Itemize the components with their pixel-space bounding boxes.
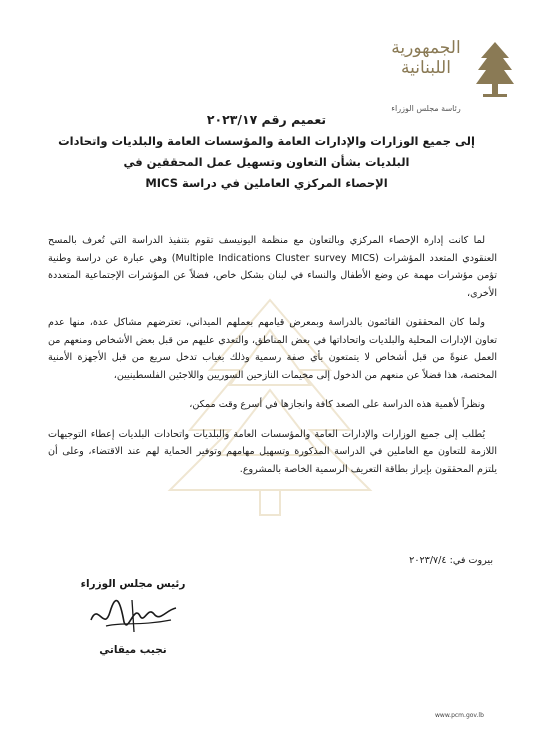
handwritten-signature <box>86 592 181 640</box>
body-paragraph-3: ونظراً لأهمية هذه الدراسة على الصعد كافة وانجازها في أسرع وقت ممكن، <box>189 399 485 410</box>
memo-title-block <box>30 112 503 194</box>
memo-number: تعميم رقم ٢٠٢٣/١٧ <box>206 112 327 127</box>
memo-addressee-line1: إلى جميع الوزارات والإدارات العامة والمؤسسات العامة والبلديات واتحادات <box>58 134 475 148</box>
memo-addressee-line3: الإحصاء المركزي العاملين في دراسة MICS <box>145 176 388 190</box>
memo-body <box>48 232 497 490</box>
memo-addressee-line2: البلديات بشأن التعاون وتسهيل عمل المحققين في <box>123 155 410 169</box>
header-logo <box>385 34 515 114</box>
logo-text-line2: اللبنانية <box>401 58 451 78</box>
signatory-title: رئيس مجلس الوزراء <box>80 578 186 590</box>
cedar-tree-icon <box>475 40 515 102</box>
footer-website: www.pcm.gov.lb <box>435 712 484 719</box>
memo-date: بيروت في: ٢٠٢٣/٧/٤ <box>409 555 493 566</box>
signature-block <box>78 578 188 656</box>
signatory-name: نجيب ميقاتي <box>99 644 167 656</box>
logo-subtitle: رئاسة مجلس الوزراء <box>391 104 461 113</box>
body-paragraph-1: لما كانت إدارة الإحصاء المركزي وبالتعاون مع منظمة اليونيسف تقوم بتنفيذ الدراسة التي تُعرف بالمسح العنقودي المتعدد المؤشرات (Multiple Indications Cluster survey MICS) وهي عبارة عن دراسة وطنية تؤمن مؤشرات مهمة عن وضع الأطفال والنساء في لبنان بشكل خاص، فضلاً عن المؤشرات الإجتماعية المتعددة الأخرى، <box>48 235 497 299</box>
body-paragraph-4: يُطلب إلى جميع الوزارات والإدارات العامة والمؤسسات العامة والبلديات واتحادات البلديات إعطاء التوجيهات اللازمة للتعاون مع العاملين في الدراسة المذكورة وتسهيل مهامهم وتوفير الحماية لهم عند الاقتضاء، وعلى أن يلتزم المحققون بإبراز بطاقة التعريف الرسمية الخاصة بالمشروع. <box>48 428 497 475</box>
logo-text-line1: الجمهورية <box>391 38 461 58</box>
body-paragraph-2: ولما كان المحققون القائمون بالدراسة وبمعرض قيامهم بعملهم الميداني، تعترضهم مشاكل عدة، منها عدم تعاون الإدارات المحلية والبلديات واتحاداتها في بعض المناطق، والتعدي عليهم من قبل بعض الأشخاص ومنعهم من العمل عنوةً من قبل أشخاص لا يتمتعون بأي صفة رسمية وذلك بغياب تدخل سريع من قبل الأجهزة الأمنية المختصة، هذا فضلاً عن منعهم من الدخول إلى مخيمات النازحين السوريين واللاجئين الفلسطينيين، <box>48 317 497 381</box>
logo-wordmark <box>381 38 471 78</box>
